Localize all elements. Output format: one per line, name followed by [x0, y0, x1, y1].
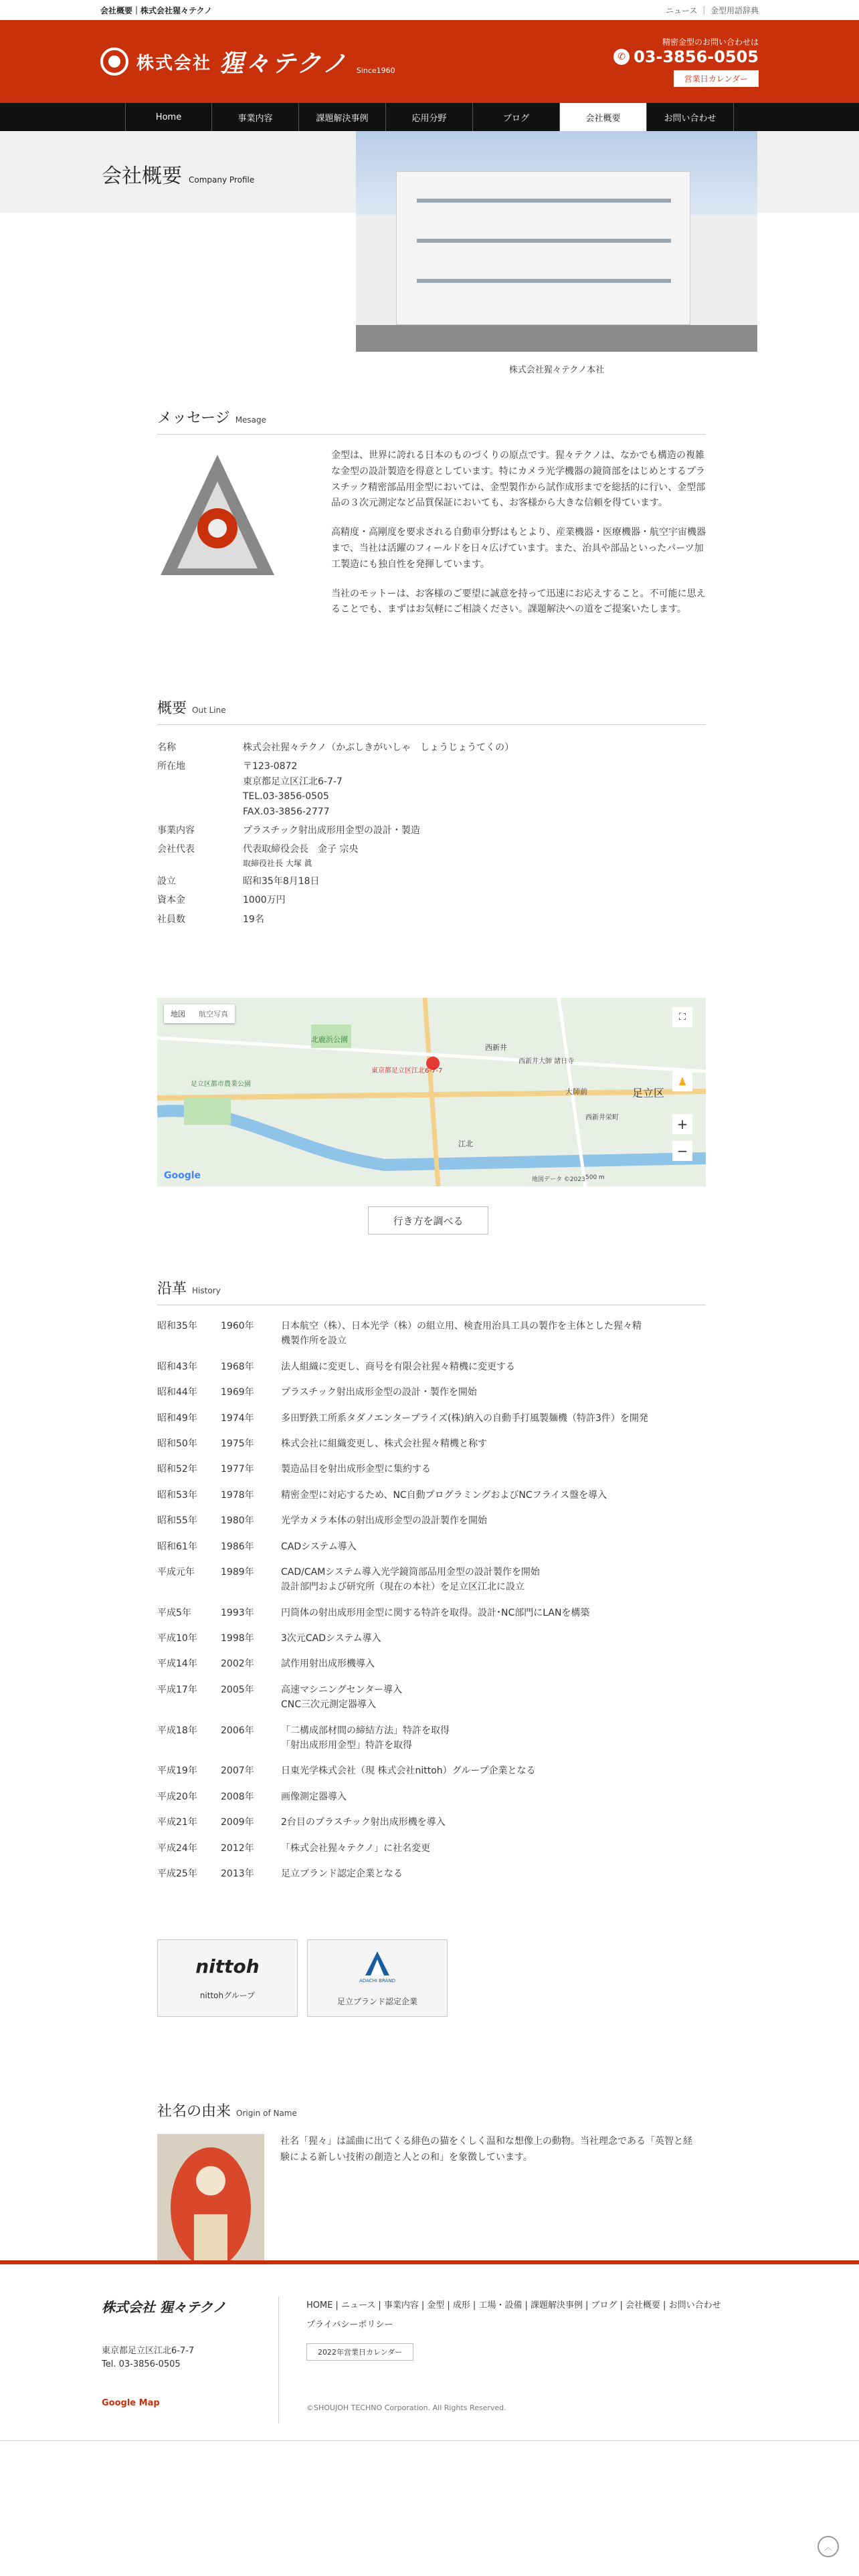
- message-illustration: [157, 448, 278, 582]
- footer-link[interactable]: 工場・設備: [478, 2300, 522, 2311]
- message-paragraph-2: 高精度・高剛度を要求される自動車分野はもとより、産業機器・医療機器・航空宇宙機器まで、当社は活躍のフィールドを日々広げています。また、治具や部品といったパーツ加工製造にも独自性を発揮しています。: [331, 527, 706, 570]
- table-row: 社員数 19名: [157, 914, 264, 925]
- nav-cases[interactable]: 課題解決事例: [299, 103, 386, 131]
- map-pin-label: 東京都足立区江北6-7-7: [371, 1067, 443, 1075]
- outline-heading: 概要 Out Line: [157, 697, 706, 725]
- history-row: 昭和52年 1977年 製造品目を射出成形金型に集約する: [157, 1464, 431, 1475]
- headquarters-photo: [356, 131, 757, 352]
- logo-mark-icon: [100, 47, 128, 76]
- inquiry-label: 精密金型のお問い合わせは: [662, 37, 759, 47]
- logo-prefix: 株式会社: [136, 53, 212, 74]
- road-shape: [356, 325, 757, 352]
- calendar-button[interactable]: 営業日カレンダー: [674, 70, 759, 87]
- phone-icon: ✆: [613, 49, 630, 65]
- table-row: 資本金 1000万円: [157, 895, 286, 906]
- building-shape: [396, 171, 690, 325]
- outline-table: [157, 738, 514, 929]
- history-row: 平成14年 2002年 試作用射出成形機導入: [157, 1658, 375, 1670]
- logo-name: 猩々テクノ: [219, 49, 349, 78]
- copyright: ©SHOUJOH TECHNO Corporation. All Rights Reserved.: [306, 2403, 506, 2412]
- history-row: 昭和35年 1960年 日本航空（株）、日本光学（株）の組立用、検査用治具工具の製作を主体とした猩々精 機製作所を設立: [157, 1321, 642, 1347]
- footer-address: 東京都足立区江北6-7-7 Tel. 03-3856-0505: [102, 2346, 195, 2369]
- history-row: 平成24年 2012年 「株式会社猩々テクノ」に社名変更: [157, 1842, 431, 1854]
- footer-logo[interactable]: 株式会社 猩々テクノ: [102, 2299, 226, 2315]
- footer-link[interactable]: 会社概要: [626, 2300, 661, 2311]
- history-row: 昭和44年 1969年 プラスチック射出成形金型の設計・製作を開始: [157, 1387, 477, 1398]
- map-label: 足立区: [632, 1087, 665, 1099]
- history-row: 昭和53年 1978年 精密金型に対応するため、NC自動プログラミングおよびNCフライス盤を導入: [157, 1489, 607, 1501]
- nav-blog[interactable]: ブログ: [473, 103, 560, 131]
- nav-company[interactable]: 会社概要: [560, 103, 647, 131]
- footer-calendar-button[interactable]: 2022年営業日カレンダー: [306, 2343, 413, 2361]
- google-logo: Google: [164, 1170, 201, 1181]
- badges: [157, 1939, 448, 2017]
- zoom-out-icon[interactable]: −: [672, 1141, 692, 1161]
- breadcrumb: 会社概要｜株式会社猩々テクノ: [100, 5, 213, 15]
- table-row: 事業内容 プラスチック射出成形用金型の設計・製造: [157, 825, 420, 836]
- photo-caption: 株式会社猩々テクノ本社: [508, 365, 605, 375]
- history-row: 昭和61年 1986年 CADシステム導入: [157, 1541, 357, 1552]
- tel-number: 03-3856-0505: [634, 47, 759, 66]
- footer-link[interactable]: 成形: [452, 2300, 470, 2311]
- page-title: 会社概要 Company Profile: [102, 165, 255, 188]
- top-bar: [0, 0, 859, 20]
- table-row: 所在地 〒123-0872 東京都足立区江北6-7-7 TEL.03-3856-0505 FAX.03-3856-2777: [157, 761, 343, 817]
- map-scale: 500 m: [585, 1174, 605, 1181]
- back-to-top-icon[interactable]: ︿: [818, 2536, 839, 2557]
- history-heading: 沿革 History: [157, 1277, 706, 1305]
- nav-business[interactable]: 事業内容: [212, 103, 299, 131]
- history-row: 平成17年 2005年 高速マシニングセンター導入 CNC三次元測定器導入: [157, 1684, 403, 1711]
- nittoh-badge[interactable]: [157, 1939, 298, 2017]
- map-label: 北鹿浜公園: [311, 1035, 348, 1044]
- news-link[interactable]: ニュース: [665, 5, 698, 15]
- nittoh-logo: nittoh: [195, 1955, 260, 1977]
- map-label: 足立区都市農業公園: [191, 1081, 251, 1088]
- history-row: 昭和55年 1980年 光学カメラ本体の射出成形金型の設計製作を開始: [157, 1515, 487, 1527]
- page-subtitle: Company Profile: [189, 175, 255, 185]
- map-copyright: 地図データ ©2023: [532, 1176, 585, 1183]
- footer-link[interactable]: お問い合わせ: [668, 2300, 721, 2311]
- fullscreen-icon[interactable]: ⛶: [672, 1007, 692, 1027]
- history-row: 平成19年 2007年 日東光学株式会社（現 株式会社nittoh）グループ企業となる: [157, 1765, 536, 1777]
- glossary-link[interactable]: 金型用語辞典: [710, 5, 759, 15]
- history-section: [157, 1277, 706, 1892]
- history-row: 平成21年 2009年 2台目のプラスチック射出成形機を導入: [157, 1817, 446, 1828]
- footer-divider: [278, 2296, 279, 2424]
- map-tab-map[interactable]: 地図: [171, 1010, 185, 1018]
- origin-section: [157, 2100, 706, 2261]
- history-row: 平成元年 1989年 CAD/CAMシステム導入光学鏡筒部品用金型の設計製作を開始 設計部門および研究所（現在の本社）を足立区江北に設立: [157, 1566, 540, 1593]
- message-section: [157, 407, 706, 631]
- adachi-brand-logo: ADACHI BRAND: [359, 1950, 395, 1983]
- top-links: ニュース ｜ 金型用語辞典: [665, 5, 759, 15]
- google-map[interactable]: [157, 998, 706, 1186]
- history-row: 平成18年 2006年 「二構成部材間の締結方法」特許を取得 「射出成形用金型」特許を取得: [157, 1725, 450, 1751]
- history-row: 昭和43年 1968年 法人組織に変更し、商号を有限会社猩々精機に変更する: [157, 1361, 515, 1372]
- shoujoh-doll-image: [157, 2134, 264, 2261]
- footer-link[interactable]: 金型: [427, 2300, 445, 2311]
- message-paragraph-1: 金型は、世界に誇れる日本のものづくりの原点です。猩々テクノは、なかでも構造の複雑な金型の設計製造を得意としています。特にカメラ光学機器の鏡筒部をはじめとするプラスチック精密部品用金型においては、金型製作から試作成形までを総括的に行い、金型部品の３次元測定など品質保証においても、お客様から大きな信頼を得ています。: [331, 450, 706, 509]
- google-map-link[interactable]: Google Map: [102, 2398, 160, 2408]
- main-nav: [0, 103, 859, 131]
- message-heading: メッセージ Mesage: [157, 407, 706, 435]
- adachi-brand-badge[interactable]: [307, 1939, 448, 2017]
- nav-home[interactable]: Home: [125, 103, 212, 131]
- header-tel[interactable]: [613, 47, 759, 66]
- footer-nav: HOME | ニュース | 事業内容 | 金型 | 成形 | 工場・設備 | 課題解決事例 | ブログ | 会社概要 | お問い合わせ プライバシーポリシー: [306, 2296, 761, 2335]
- street-view-icon[interactable]: ♟: [672, 1071, 692, 1091]
- map-label: 西新井大師 諸日寺: [518, 1058, 575, 1065]
- message-paragraph-3: 当社のモットーは、お客様のご要望に誠意を持って迅速にお応えすること。不可能に思えることでも、まずはお気軽にご相談ください。課題解決への道をご提案いたします。: [331, 588, 706, 615]
- history-row: 平成10年 1998年 3次元CADシステム導入: [157, 1633, 381, 1644]
- map-label: 江北: [458, 1140, 473, 1148]
- history-row: 平成5年 1993年 円筒体の射出成形用金型に関する特許を取得。設計･NC部門にLANを構築: [157, 1607, 590, 1618]
- outline-section: [157, 697, 706, 929]
- origin-heading: 社名の由来 Origin of Name: [157, 2103, 297, 2120]
- footer-link[interactable]: 課題解決事例: [530, 2300, 583, 2311]
- map-label: 大師前: [565, 1087, 587, 1096]
- footer-link[interactable]: ニュース: [341, 2300, 376, 2311]
- badge-label: 足立ブランド認定企業: [337, 1996, 417, 2006]
- footer-link[interactable]: HOME: [306, 2300, 333, 2311]
- map-label: 西新井: [485, 1043, 507, 1052]
- map-label: 西新井栄町: [585, 1114, 619, 1121]
- logo-since: Since1960: [356, 66, 395, 75]
- zoom-in-icon[interactable]: +: [672, 1114, 692, 1134]
- header-contact: [613, 36, 759, 87]
- badge-label: nittohグループ: [199, 1991, 256, 2000]
- history-row: 平成25年 2013年 足立ブランド認定企業となる: [157, 1868, 403, 1879]
- privacy-link[interactable]: プライバシーポリシー: [306, 2319, 393, 2330]
- history-table: [157, 1319, 648, 1892]
- nav-applications[interactable]: 応用分野: [386, 103, 473, 131]
- footer-link[interactable]: ブログ: [591, 2300, 617, 2311]
- footer-link[interactable]: 事業内容: [383, 2300, 419, 2311]
- nav-contact[interactable]: お問い合わせ: [647, 103, 734, 131]
- history-row: 昭和50年 1975年 株式会社に組織変更し、株式会社猩々精機と称す: [157, 1438, 487, 1449]
- table-row: 設立 昭和35年8月18日: [157, 875, 320, 887]
- map-tab-satellite[interactable]: 航空写真: [199, 1010, 228, 1018]
- history-row: 昭和49年 1974年 多田野鉄工所系タダノエンタープライズ(株)納入の自動手打風製麺機（特許3件）を開発: [157, 1412, 648, 1424]
- table-row: 会社代表 代表取締役会長 金子 宗央 取締役社長 大塚 眞: [157, 844, 359, 868]
- history-row: 平成20年 2008年 画像測定器導入: [157, 1791, 347, 1802]
- site-logo[interactable]: [100, 45, 395, 79]
- site-footer: [0, 2260, 859, 2441]
- origin-text: 社名「猩々」は謡曲に出てくる緋色の猫をくしく温和な想像上の動物。当社理念である「英智と経験による新しい技術の創造と人との和」を象徴しています。: [280, 2136, 692, 2163]
- route-button[interactable]: 行き方を調べる: [368, 1206, 488, 1235]
- table-row: 名称 株式会社猩々テクノ（かぶしきがいしゃ しょうじょうてくの）: [157, 742, 514, 753]
- site-header: [0, 20, 859, 103]
